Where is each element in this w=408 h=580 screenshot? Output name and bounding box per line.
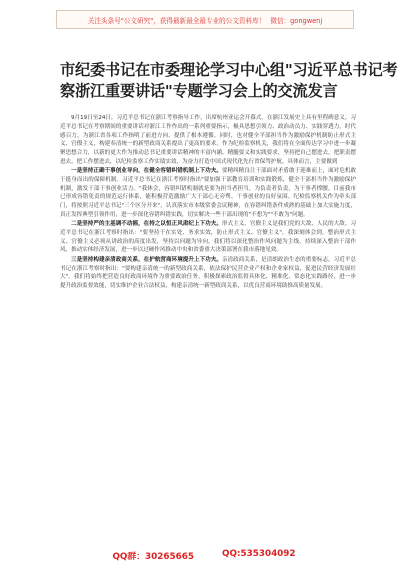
paragraph-intro xyxy=(60,114,356,167)
title-line-1: 市纪委书记在市委理论学习中心组"习近平总书记考 xyxy=(60,61,398,79)
footer-contact xyxy=(0,549,408,562)
top-promo-banner xyxy=(56,10,354,29)
qq-number: QQ:535304092 xyxy=(221,549,296,559)
paragraph-section-2 xyxy=(60,220,356,255)
paragraph-section-1 xyxy=(60,167,356,220)
qq-group-number: QQ群：30265665 xyxy=(112,552,194,562)
title-line-2: 察浙江重要讲话"专题学习会上的交流发言 xyxy=(60,82,338,100)
wechat-id: 微信：gongwenj xyxy=(270,16,323,25)
paragraph-text: 要精纠精良让干部面对矛盾敢于迎难而上，面对危机敢于挺身而出的保障机制。习近平总书记在浙江考察时指出"要加强干部教育培训和实践锻炼，健全干部担当作为激励保护机制，激发干部干事创业活力。"我体会，容错纠错机制就是要为担当者担当，为负责者负责，为干事者撑腰。目前我市已形成容错免责的规范运行体系，能积极营造激励广大干部心无旁骛、干事创业的良好氛围。纪检监察机关作为牵头部门，将按照习近平总书记"三个区分开来"，认真落实市本级常委会议精神，在容错纠错条件成熟的基础上加大实施力度，真正发挥典型引领作用，进一步深化容错纠错实践，切实解决一些干部出现的"不想为""不敢为"问题。 xyxy=(60,168,357,218)
paragraph-text: 亲清政商关系，是清朗政治生态的重要标志。习近平总书记在浙江考察时指出："要构建亲清统一的新型政商关系，依法保护民营企业产权和企业家权益，促进民营经济发展壮大"。我们将始终把营造良好政商环境作为重要政治任务，积极探索政治监督具体化、精准化、常态化实践路径，进一步提升政治监督效能，切实维护企业合法权益，构建亲清统一新型政商关系，以优良营商环境助推高质量发展。 xyxy=(60,256,357,290)
document-title xyxy=(60,60,398,102)
paragraph-text: 9月19日至24日，习近平总书记在浙江考察指导工作，出席杭州亚运会开幕式。在浙江发展史上具有里程碑意义。习近平总书记在考察期间的重要讲话对浙江工作作出的一系列重要指示，极具思想引领力、政治动员力、实践穿透力，时代感召力，为浙江省各项工作指明了前进方向、提供了根本遵循。同时，也对健全平部担当作为激励保护机制防止形式主义、官僚主义，构建奉清统一的新型政商关系提出了更高的要求。作为纪检监察机关，我们将在全面传达学习中进一步凝聚思想合力，以新的更大作为推动总书记重要讲话精神的丰富内涵、精髓要义和实践要求，坚持把自己摆进去，把职责摆进去，把工作摆进去，以纪检监察工作实绩实效，为奋力打造中国式现代化先行省保驾护航。具体而言，主要做到 xyxy=(60,115,356,165)
promo-text: 关注头条号"公文研究"，获得最新最全最专业的公文资料库！ xyxy=(87,16,266,25)
paragraph-section-3 xyxy=(60,256,356,291)
paragraph-text: 形式主义、官僚主义是我们党的大敌、人民的大敌。习近平总书记在浙江考察时指出："要坚持干在实处、务求实效，防止形式主义、官僚主义"。我深刻体会到，整治形式主义、官僚主义必须从讲政治的高度出发，坚持以问题为导向。我们将以深化整治作风问题为主线，持续深入整治干部作风、推动实体经济发展，进一步以过硬作风推动中央和省委重大决策部署在我市落地见效。 xyxy=(60,221,357,254)
section-heading: 一是坚持正确干事创业导向，在健全容错纠错机制上下功夫。 xyxy=(71,168,222,175)
section-heading: 三是坚持构建亲清政商关系，在护航营商环境提升上下功夫。 xyxy=(71,256,222,263)
document-body xyxy=(60,114,356,291)
section-heading: 二是坚持严的主基调不动摇，在持之以恒正风肃纪上下功夫。 xyxy=(71,221,222,228)
